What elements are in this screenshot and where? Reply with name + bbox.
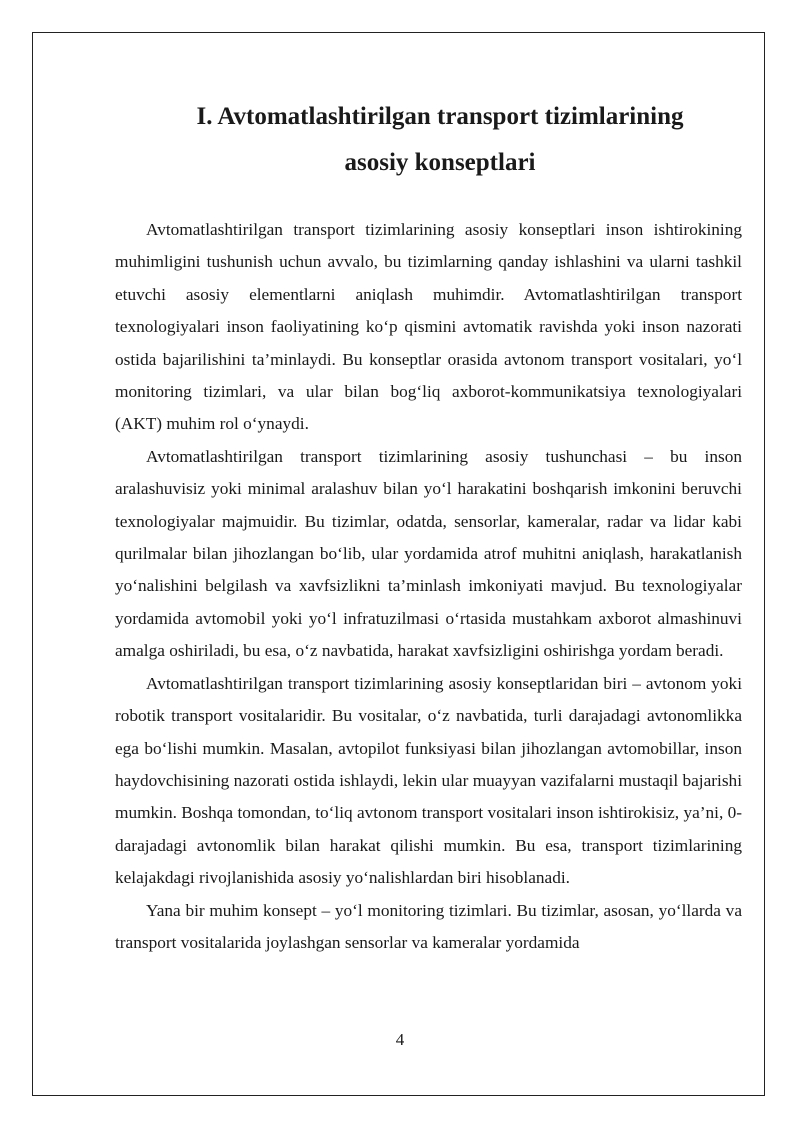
page-number: 4 xyxy=(395,1030,405,1049)
paragraph-2: Avtomatlashtirilgan transport tizimlarining asosiy tushunchasi – bu inson aralashuvisiz yoki minimal aralashuv bilan yo‘l harakatini boshqarish imkonini beruvchi texnologiyalar majmuidir. Bu tizimlar, odatda, sensorlar, kameralar, radar va lidar kabi qurilmalar bilan jihozlangan bo‘lib, ular yordamida atrof muhitni aniqlash, harakatlanish yo‘nalishini belgilash va xavfsizlikni ta’minlash imkoniyati mavjud. Bu texnologiyalar yordamida avtomobil yoki yo‘l infratuzilmasi o‘rtasida mustahkam axborot almashinuvi amalga oshiriladi, bu esa, o‘z navbatida, harakat xavfsizligini oshirishga yordam beradi. xyxy=(115,446,742,661)
paragraph-3: Avtomatlashtirilgan transport tizimlarining asosiy konseptlaridan biri – avtonom yoki robotik transport vositalaridir. Bu vositalar, o‘z navbatida, turli darajadagi avtonomlikka ega bo‘lishi mumkin. Masalan, avtopilot funksiyasi bilan jihozlangan avtomobillar, inson haydovchisining nazorati ostida ishlaydi, lekin ular muayyan vazifalarni mustaqil bajarishi mumkin. Boshqa tomondan, to‘liq avtonom transport vositalari inson ishtirokisiz, ya’ni, 0-darajadagi avtonomlik bilan harakat qilishi mumkin. Bu esa, transport tizimlarining kelajakdagi rivojlanishida asosiy yo‘nalishlardan biri hisoblanadi. xyxy=(115,673,742,888)
body-text xyxy=(115,214,742,959)
paragraph-4: Yana bir muhim konsept – yo‘l monitoring tizimlari. Bu tizimlar, asosan, yo‘llarda va transport vositalarida joylashgan sensorlar va kameralar yordamida xyxy=(115,900,742,952)
section-heading-line-2: asosiy konseptlari xyxy=(344,149,536,176)
paragraph-1: Avtomatlashtirilgan transport tizimlarining asosiy konseptlari inson ishtirokining muhimligini tushunish uchun avvalo, bu tizimlarning qanday ishlashini va ularni tashkil etuvchi asosiy elementlarni aniqlash muhimdir. Avtomatlashtirilgan transport texnologiyalari inson faoliyatining ko‘p qismini avtomatik ravishda yoki inson nazorati ostida bajarilishini ta’minlaydi. Bu konseptlar orasida avtonom transport vositalari, yo‘l monitoring tizimlari, va ular bilan bog‘liq axborot-kommunikatsiya texnologiyalari (AKT) muhim rol o‘ynaydi. xyxy=(115,220,742,434)
section-heading-line-1: I. Avtomatlashtirilgan transport tizimlarining xyxy=(196,103,684,130)
